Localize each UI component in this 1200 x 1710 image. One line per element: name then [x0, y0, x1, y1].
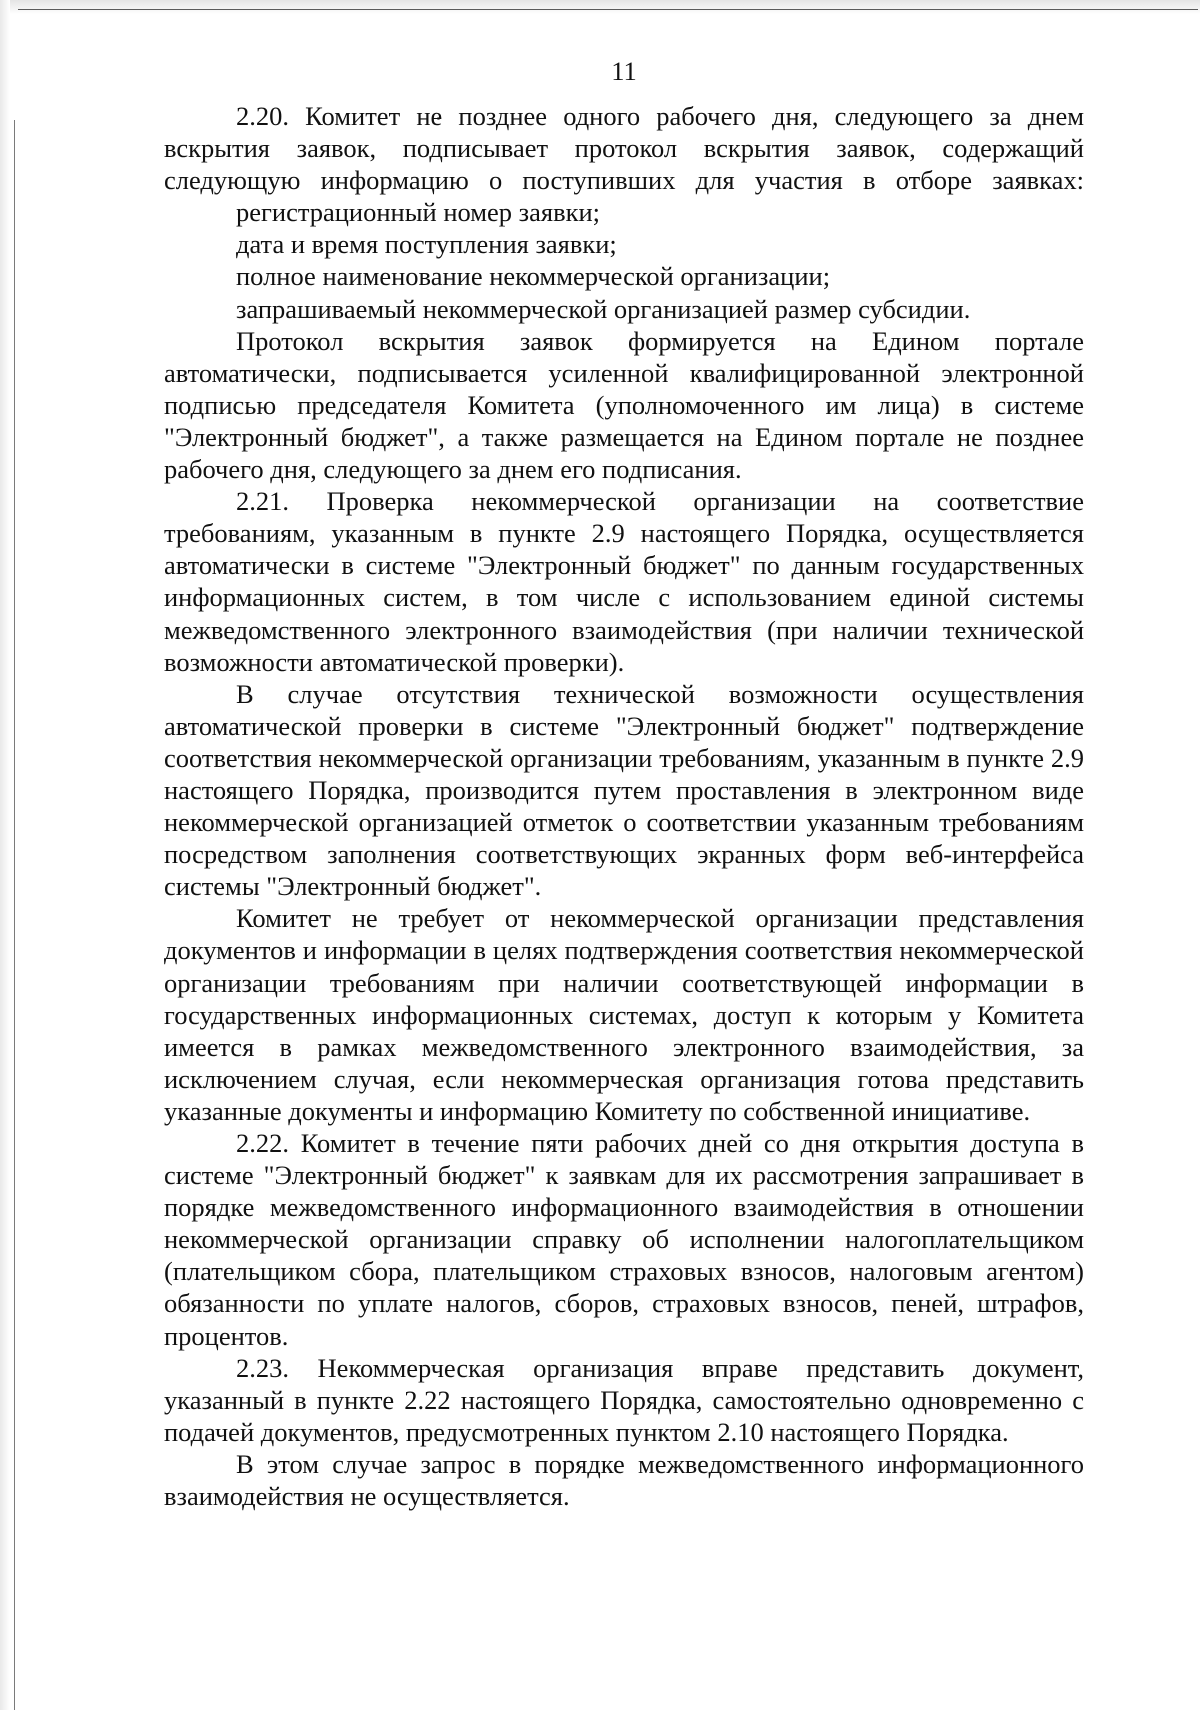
- paragraph-request-not-performed: В этом случае запрос в порядке межведомственного информационного взаимодействия не осуществляется.: [164, 1448, 1085, 1512]
- paragraph-2-23: 2.23. Некоммерческая организация вправе представить документ, указанный в пункте 2.22 настоящего Порядка, самостоятельно одновременно с подачей документов, предусмотренных пунктом 2.10 настоящего Порядка.: [164, 1352, 1085, 1447]
- paragraph-committee-does-not-require: Комитет не требует от некоммерческой организации представления документов и информации в целях подтверждения соответствия некоммерческой организации требованиям при наличии соответствующей информации в государственных информационных системах, доступ к которым у Комитета имеется в рамках межведомственного электронного взаимодействия, за исключением случая, если некоммерческая организация готова представить указанные документы и информацию Комитету по собственной инициативе.: [164, 903, 1085, 1126]
- scan-edge-top: [0, 0, 1200, 14]
- list-item: дата и время поступления заявки;: [236, 229, 617, 260]
- scan-edge-left: [0, 0, 10, 1710]
- scan-border-top: [18, 9, 1198, 10]
- document-page: [164, 55, 1084, 1512]
- paragraph-protocol: Протокол вскрытия заявок формируется на Едином портале автоматически, подписывается усиленной квалифицированной электронной подписью председателя Комитета (уполномоченного им лица) в системе "Электронный бюджет", а также размещается на Едином портале не позднее рабочего дня, следующего за днем его подписания.: [164, 325, 1085, 485]
- paragraph-2-21: 2.21. Проверка некоммерческой организации на соответствие требованиям, указанным в пункте 2.9 настоящего Порядка, осуществляется автоматически в системе "Электронный бюджет" по данным государственных информационных систем, в том числе с использованием единой системы межведомственного электронного взаимодействия (при наличии технической возможности автоматической проверки).: [164, 486, 1085, 677]
- scan-border-left: [14, 120, 15, 1710]
- paragraph-no-technical-possibility: В случае отсутствия технической возможности осуществления автоматической проверки в системе "Электронный бюджет" подтверждение соответствия некоммерческой организации требованиям, указанным в пункте 2.9 настоящего Порядка, производится путем проставления в электронном виде некоммерческой организацией отметок о соответствии указанным требованиям посредством заполнения соответствующих экранных форм веб-интерфейса системы "Электронный бюджет".: [164, 678, 1085, 902]
- paragraph-2-20: 2.20. Комитет не позднее одного рабочего дня, следующего за днем вскрытия заявок, подписывает протокол вскрытия заявок, содержащий следующую информацию о поступивших для участия в отборе заявках:: [164, 101, 1084, 196]
- list-item: регистрационный номер заявки;: [236, 197, 601, 228]
- paragraph-2-22: 2.22. Комитет в течение пяти рабочих дней со дня открытия доступа в системе "Электронный бюджет" к заявкам для их рассмотрения запрашивает в порядке межведомственного информационного взаимодействия в отношении некоммерческой организации справку об исполнении налогоплательщиком (плательщиком сбора, плательщиком страховых взносов, налоговым агентом) обязанности по уплате налогов, сборов, страховых взносов, пеней, штрафов, процентов.: [164, 1128, 1085, 1351]
- list-item: полное наименование некоммерческой организации;: [236, 261, 831, 292]
- list-item: запрашиваемый некоммерческой организацией размер субсидии.: [236, 293, 971, 324]
- page-number: 11: [611, 56, 637, 86]
